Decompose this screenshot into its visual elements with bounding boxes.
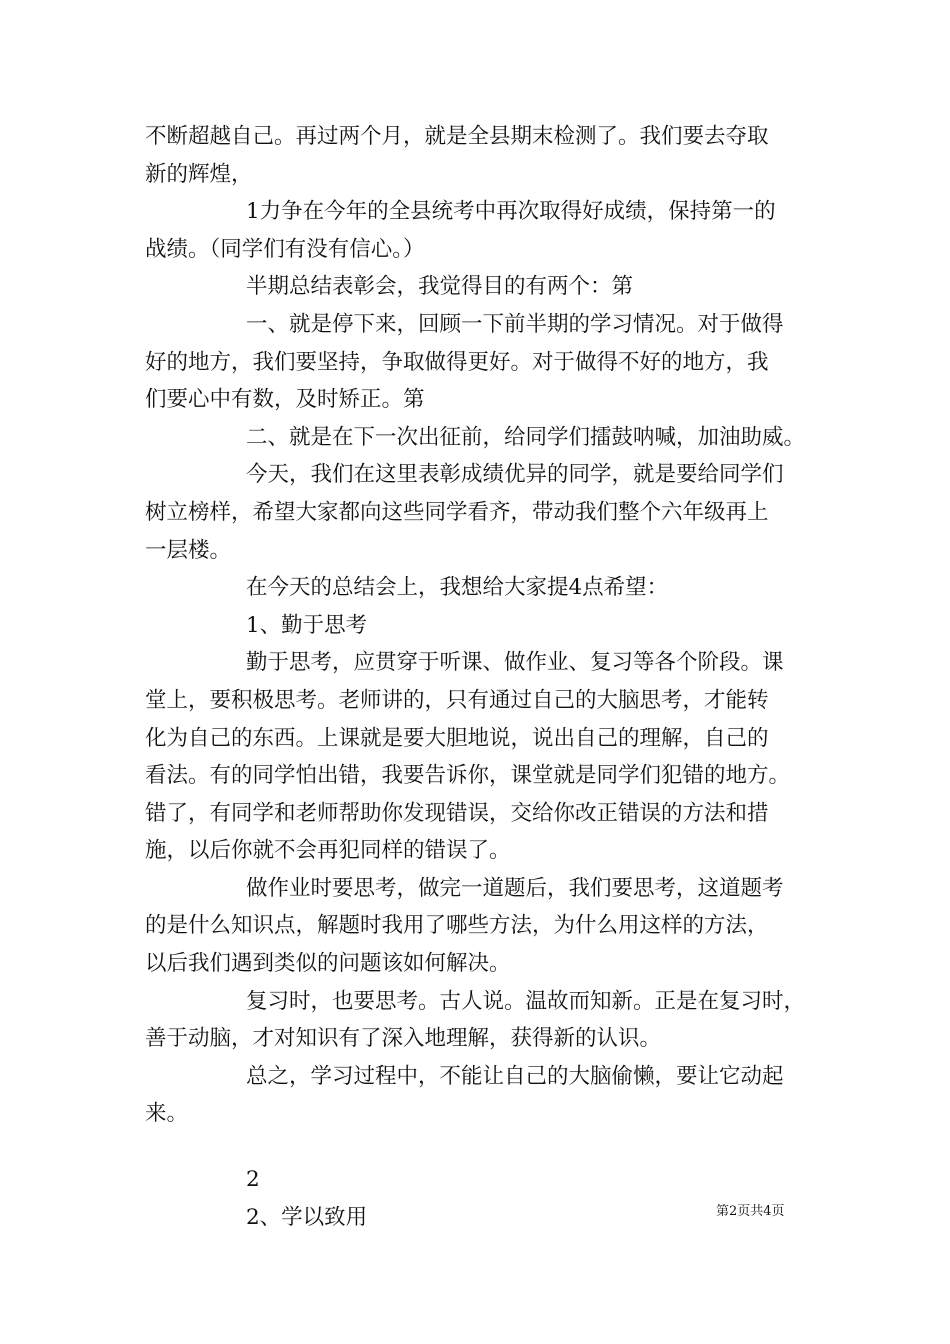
text-line: 新的辉煌， xyxy=(145,161,253,187)
text-line: 总之，学习过程中，不能让自己的大脑偷懒，要让它动起 xyxy=(246,1063,784,1089)
text-line: 复习时，也要思考。古人说。温故而知新。正是在复习时， xyxy=(246,988,806,1014)
section-heading: 1、勤于思考 xyxy=(246,612,368,638)
text-line: 不断超越自己。再过两个月，就是全县期末检测了。我们要去夺取 xyxy=(145,124,769,149)
page-number-footer: 第2页共4页 xyxy=(716,1204,785,1219)
text-line: 半期总结表彰会，我觉得目的有两个：第 xyxy=(246,274,634,300)
text-line: 一层楼。 xyxy=(145,537,232,563)
blank-gap xyxy=(145,1133,825,1161)
text-line: 做作业时要思考，做完一道题后，我们要思考，这道题考 xyxy=(246,875,784,901)
text-line: 今天，我们在这里表彰成绩优异的同学，就是要给同学们 xyxy=(246,462,784,488)
document-body xyxy=(145,118,825,1236)
text-line: 二、就是在下一次出征前，给同学们擂鼓呐喊，加油助威。 xyxy=(246,424,806,450)
text-line: 善于动脑，才对知识有了深入地理解，获得新的认识。 xyxy=(145,1026,662,1052)
text-line: 1力争在今年的全县统考中再次取得好成绩，保持第一的 xyxy=(246,199,776,225)
text-line: 在今天的总结会上，我想给大家提4点希望： xyxy=(246,575,669,601)
text-line: 好的地方，我们要坚持，争取做得更好。对于做得不好的地方，我 xyxy=(145,349,769,375)
section-heading: 2、学以致用 xyxy=(246,1204,368,1230)
text-line: 看法。有的同学怕出错，我要告诉你，课堂就是同学们犯错的地方。 xyxy=(145,763,791,789)
text-line: 2 xyxy=(246,1167,260,1193)
text-line: 一、就是停下来，回顾一下前半期的学习情况。对于做得 xyxy=(246,311,784,337)
text-line: 施，以后你就不会再犯同样的错误了。 xyxy=(145,838,511,864)
text-line: 的是什么知识点，解题时我用了哪些方法，为什么用这样的方法， xyxy=(145,913,769,939)
text-line: 堂上，要积极思考。老师讲的，只有通过自己的大脑思考，才能转 xyxy=(145,687,769,713)
text-line: 化为自己的东西。上课就是要大胆地说，说出自己的理解，自己的 xyxy=(145,725,769,751)
text-line: 勤于思考，应贯穿于听课、做作业、复习等各个阶段。课 xyxy=(246,650,784,676)
text-line: 来。 xyxy=(145,1101,189,1127)
text-line: 错了，有同学和老师帮助你发现错误，交给你改正错误的方法和措 xyxy=(145,800,769,826)
text-line: 们要心中有数，及时矫正。第 xyxy=(145,387,425,413)
text-line: 战绩。（同学们有没有信心。） xyxy=(145,236,425,262)
text-line: 树立榜样，希望大家都向这些同学看齐，带动我们整个六年级再上 xyxy=(145,499,769,525)
text-line: 以后我们遇到类似的问题该如何解决。 xyxy=(145,951,511,977)
